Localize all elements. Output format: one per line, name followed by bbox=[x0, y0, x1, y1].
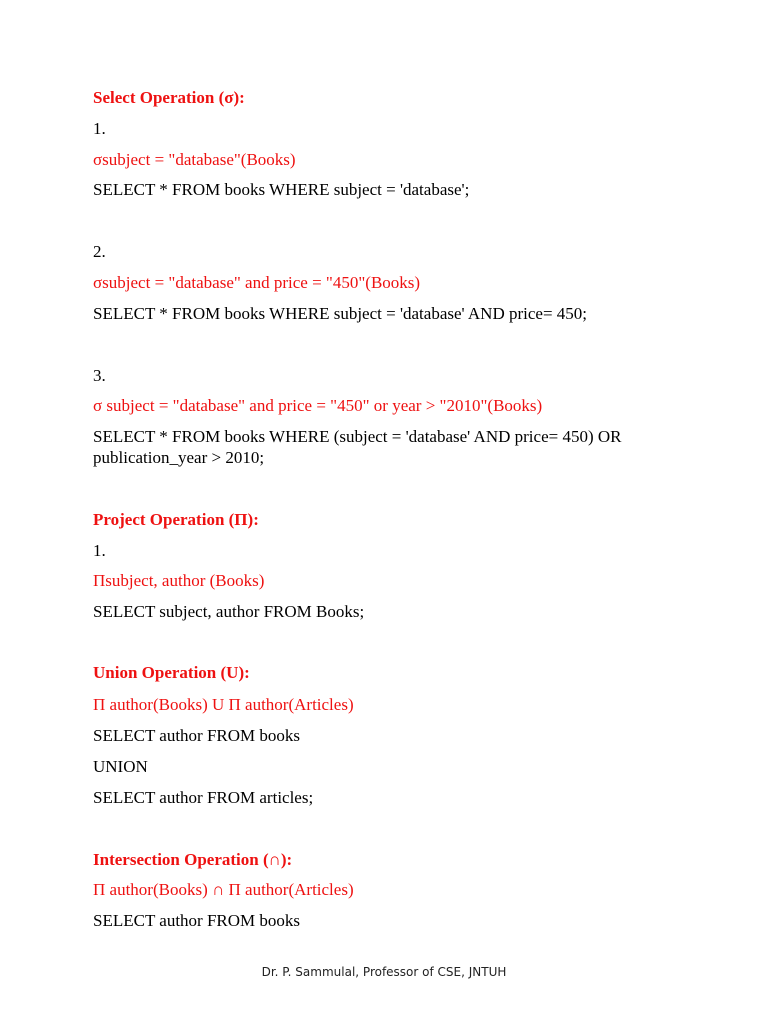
union-operation-heading: Union Operation (U): bbox=[93, 663, 250, 682]
project-example-1-expression: Πsubject, author (Books) bbox=[93, 571, 265, 590]
select-example-1-sql: SELECT * FROM books WHERE subject = 'database'; bbox=[93, 180, 470, 199]
select-example-2-expression: σsubject = "database" and price = "450"(Books) bbox=[93, 273, 421, 292]
union-sql-line-2: UNION bbox=[93, 757, 148, 776]
intersection-operation-heading: Intersection Operation (∩): bbox=[93, 850, 293, 869]
page-footer: Dr. P. Sammulal, Professor of CSE, JNTUH bbox=[261, 965, 507, 979]
union-expression: Π author(Books) U Π author(Articles) bbox=[93, 695, 354, 714]
union-sql-line-3: SELECT author FROM articles; bbox=[93, 788, 314, 807]
project-example-1-number: 1. bbox=[93, 541, 106, 560]
intersection-sql-line-1: SELECT author FROM books bbox=[93, 911, 301, 930]
project-example-1-sql: SELECT subject, author FROM Books; bbox=[93, 602, 365, 621]
select-example-2-number: 2. bbox=[93, 242, 106, 261]
select-example-3-sql: SELECT * FROM books WHERE (subject = 'database' AND price= 450) OR publication_year > 2010; bbox=[93, 427, 622, 467]
select-example-3-number: 3. bbox=[93, 366, 106, 385]
project-operation-heading: Project Operation (Π): bbox=[93, 510, 259, 529]
union-sql-line-1: SELECT author FROM books bbox=[93, 726, 301, 745]
intersection-expression: Π author(Books) ∩ Π author(Articles) bbox=[93, 880, 354, 899]
select-example-1-expression: σsubject = "database"(Books) bbox=[93, 150, 296, 169]
select-example-2-sql: SELECT * FROM books WHERE subject = 'database' AND price= 450; bbox=[93, 304, 588, 323]
select-operation-heading: Select Operation (σ): bbox=[93, 88, 245, 107]
select-example-1-number: 1. bbox=[93, 119, 106, 138]
select-example-3-expression: σ subject = "database" and price = "450" or year > "2010"(Books) bbox=[93, 396, 543, 415]
